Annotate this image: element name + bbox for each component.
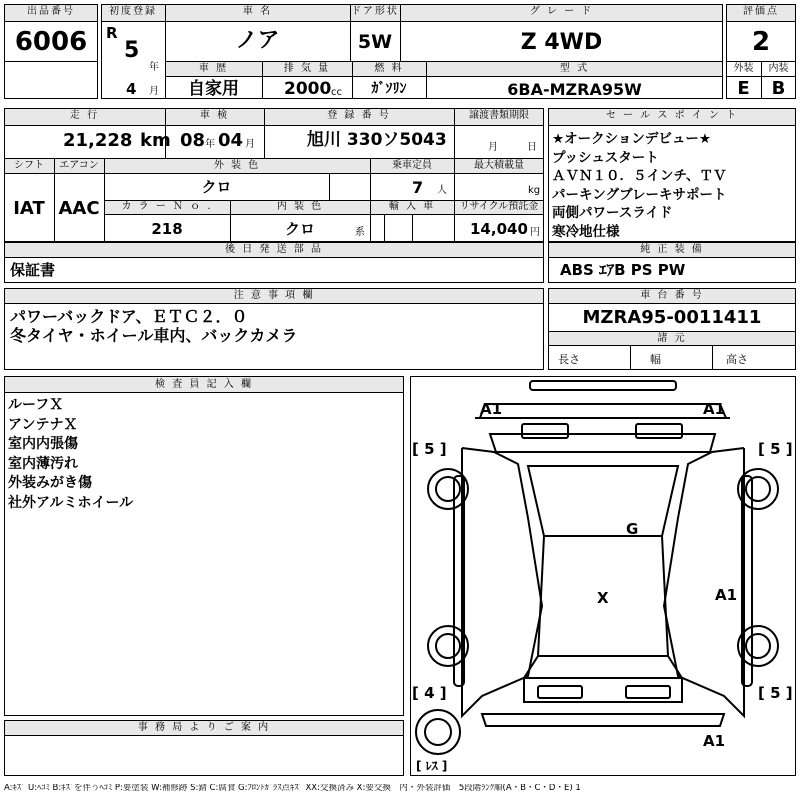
inspector-list — [8, 396, 133, 513]
ac: AAC — [58, 198, 100, 219]
office-label: 事 務 局 よ り ご 案 内 — [137, 722, 271, 733]
chassis-value: MZRA95-0011411 — [582, 307, 762, 328]
mark-wheel-rl: [ 4 ] — [412, 684, 447, 702]
color-no-label: カ ラ ー Ｎ ｏ . — [121, 201, 213, 212]
lot-no-label: 出品番号 — [27, 6, 75, 17]
transfer-label: 譲渡書類期限 — [469, 110, 529, 121]
mark-hood: G — [626, 520, 639, 538]
capacity-unit: 人 — [437, 185, 447, 196]
sales-point-line: 寒冷地仕様 — [552, 223, 620, 240]
car-diagram — [410, 376, 796, 776]
body-left — [462, 448, 542, 716]
recycle-unit: 円 — [530, 227, 540, 238]
inspector-line: 外装みがき傷 — [8, 475, 92, 491]
windshield — [528, 466, 678, 536]
roof-rail-top — [530, 381, 676, 390]
mileage-unit: km — [140, 130, 171, 151]
mileage-label: 走 行 — [69, 110, 100, 121]
doors-label: ドア形状 — [351, 6, 399, 17]
front-light-right — [636, 424, 682, 438]
color-label: 外 装 色 — [213, 160, 261, 171]
genuine-value: ABS ｴｱB PS PW — [560, 261, 686, 279]
rear-bumper — [482, 714, 724, 726]
history-label: 車 歴 — [198, 63, 229, 74]
import-label: 輸 入 車 — [388, 201, 436, 212]
mark-wheel-rr: [ 5 ] — [758, 684, 793, 702]
recycle: 14,040 — [470, 220, 528, 238]
mark-wheel-fl: [ 5 ] — [412, 440, 447, 458]
mark-front-left: A1 — [480, 400, 503, 418]
reg-month: 4 — [126, 80, 137, 98]
notes-line-1: パワーバックドア、ＥＴＣ２．０ — [10, 307, 248, 326]
length-label: 長さ — [558, 353, 580, 366]
exterior-label: 外装 — [733, 63, 754, 74]
front-bumper — [480, 404, 726, 418]
displacement-unit: cc — [331, 87, 342, 98]
insp-year-unit: 年 — [205, 139, 215, 150]
mark-rear-bumper: A1 — [703, 732, 726, 750]
shift-label: シフト — [14, 160, 44, 171]
era: R — [106, 24, 118, 42]
transfer-day-unit: 日 — [527, 142, 537, 153]
model-label: 型 式 — [559, 63, 590, 74]
score: 2 — [751, 27, 771, 57]
mark-right-side: A1 — [715, 586, 738, 604]
rear-light-left — [538, 686, 582, 698]
later-parts-label: 後 日 発 送 部 品 — [225, 244, 323, 255]
reg-no-label: 登 録 番 号 — [327, 110, 391, 121]
max-load-label: 最大積載量 — [474, 160, 524, 171]
inspection-label: 車 検 — [199, 110, 230, 121]
genuine-label: 純 正 装 備 — [640, 244, 704, 255]
sales-points-list — [552, 130, 792, 241]
sales-point-line: パーキングブレーキサポート — [552, 186, 727, 203]
displacement-label: 排 気 量 — [283, 63, 331, 74]
insp-month: 04 — [218, 130, 244, 151]
spare-tire — [416, 710, 460, 754]
mark-wheel-fr: [ 5 ] — [758, 440, 793, 458]
legend: A:ｷｽﾞ U:ﾍｺﾐ B:ｷｽﾞを伴うﾍｺﾐ P:要塗装 W:補修跡 S:錆 C:腐食 G:ﾌﾛﾝﾄｶﾞﾗｽ点ｷｽﾞ XX:交換済み X:要交換 内・外装評価 5段階ﾗﾝｸ順(A・B・C・D・E) 1 — [4, 784, 581, 793]
later-parts-value: 保証書 — [10, 261, 56, 279]
grade-label: グ レ ー ド — [529, 6, 594, 17]
front-light-left — [522, 424, 568, 438]
interior-score: B — [771, 78, 786, 99]
width-label: 幅 — [650, 353, 661, 366]
interior-color-label: 内 装 色 — [276, 201, 324, 212]
sales-point-line: プッシュスタート — [552, 149, 659, 166]
inspector-line: ルーフＸ — [8, 397, 64, 413]
displacement: 2000 — [284, 79, 332, 99]
reg-year: 5 — [124, 38, 140, 63]
mark-spare: [ ﾚｽ ] — [416, 759, 448, 773]
lot-no: 6006 — [14, 27, 88, 57]
doors: 5W — [357, 31, 393, 53]
rear-window — [524, 656, 682, 678]
sales-point-line: 両側パワースライド — [552, 205, 673, 221]
sales-point-line: ★オークションデビュー★ — [552, 131, 711, 147]
first-reg-label: 初度登録 — [109, 6, 157, 17]
rear-light-right — [626, 686, 670, 698]
mileage: 21,228 — [63, 130, 133, 151]
capacity-label: 乗車定員 — [392, 160, 432, 171]
interior-label: 内装 — [768, 63, 789, 74]
chassis-label: 車 台 番 号 — [640, 290, 704, 301]
shift: IAT — [13, 198, 45, 219]
color: クロ — [201, 178, 232, 196]
history: 自家用 — [188, 79, 239, 99]
body-right — [664, 448, 744, 716]
inspector-label: 検 査 員 記 入 欄 — [155, 379, 253, 390]
height-label: 高さ — [726, 353, 748, 366]
specs-label: 諸 元 — [657, 333, 687, 344]
reg-month-unit: 月 — [149, 86, 159, 97]
recycle-label: リサイクル預託金 — [459, 201, 539, 212]
max-load-unit: kg — [528, 185, 541, 196]
insp-month-unit: 月 — [245, 139, 255, 150]
model: 6BA-MZRA95W — [507, 80, 642, 99]
insp-year: 08 — [180, 130, 206, 151]
ac-label: エアコン — [59, 160, 99, 171]
inspector-line: アンテナＸ — [8, 416, 78, 433]
exterior-score: E — [737, 78, 750, 99]
grade: Z 4WD — [520, 30, 603, 55]
fuel-label: 燃 料 — [374, 63, 404, 74]
mark-front-right: A1 — [703, 400, 726, 418]
mark-roof: X — [597, 589, 609, 607]
car-name-label: 車 名 — [242, 6, 273, 17]
capacity: 7 — [412, 178, 424, 197]
reg-no: 旭川 330ソ5043 — [307, 130, 447, 150]
notes-line-2: 冬タイヤ・ホイール車内、バックカメラ — [10, 326, 298, 345]
sales-points-label: セ ー ル ス ポ イ ン ト — [605, 110, 739, 121]
fuel: ｶﾞｿﾘﾝ — [371, 81, 407, 97]
notes-label: 注 意 事 項 欄 — [233, 290, 315, 301]
car-name: ノア — [235, 28, 280, 53]
inspector-line: 室内薄汚れ — [8, 455, 78, 472]
interior-color-unit: 系 — [355, 227, 365, 238]
transfer-month-unit: 月 — [488, 142, 498, 153]
inspector-line: 社外アルミホイール — [8, 494, 134, 511]
score-label: 評価点 — [743, 6, 779, 17]
inspector-line: 室内内張傷 — [8, 436, 78, 452]
reg-year-unit: 年 — [149, 62, 159, 73]
sales-point-line: ＡＶＮ１０．５インチ、ＴＶ — [552, 168, 727, 184]
color-no: 218 — [151, 220, 183, 238]
interior-color: クロ — [284, 220, 315, 238]
